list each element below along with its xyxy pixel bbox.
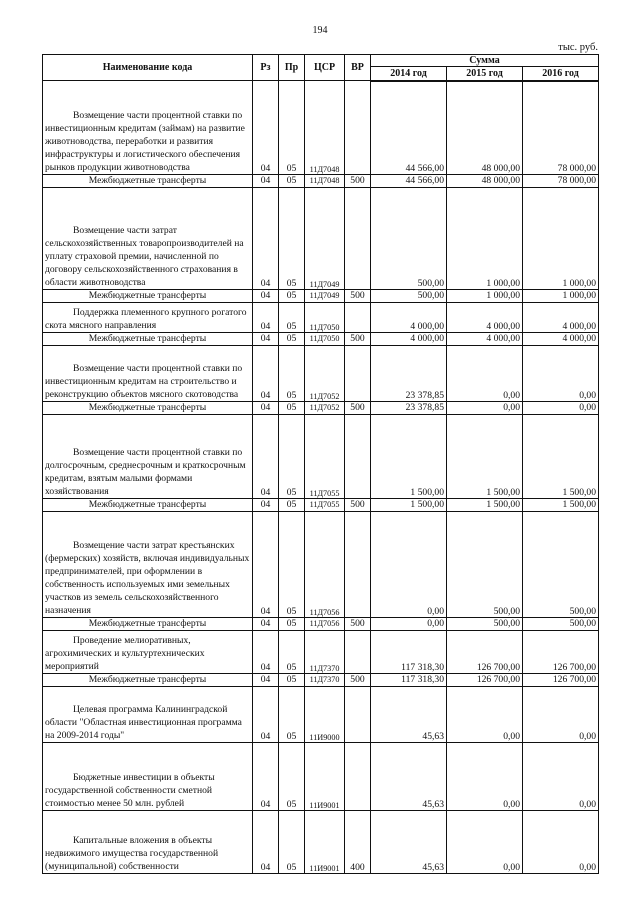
cell-pr: 05	[279, 402, 305, 415]
cell-amount-2016: 78 000,00	[523, 81, 599, 175]
table-body	[43, 81, 599, 874]
cell-vr: 500	[345, 333, 371, 346]
cell-amount-2016: 0,00	[523, 811, 599, 874]
cell-pr: 05	[279, 175, 305, 188]
cell-amount-2015: 500,00	[447, 618, 523, 631]
cell-csr: 11Д7052	[305, 346, 345, 402]
cell-rz: 04	[253, 415, 279, 499]
cell-amount-2014: 0,00	[371, 618, 447, 631]
table-row	[43, 188, 599, 290]
table-row-transfer	[43, 333, 599, 346]
cell-amount-2015: 0,00	[447, 402, 523, 415]
cell-rz: 04	[253, 81, 279, 175]
cell-pr: 05	[279, 631, 305, 674]
table-row	[43, 743, 599, 811]
cell-name: Возмещение части процентной ставки по инвестиционным кредитам (займам) на развитие животноводства, переработки и развития инфраструктуры и логистического обеспечения рынков продукции животноводства	[43, 81, 253, 175]
cell-amount-2015: 1 500,00	[447, 415, 523, 499]
header-csr: ЦСР	[305, 55, 345, 81]
cell-pr: 05	[279, 811, 305, 874]
cell-amount-2014: 500,00	[371, 290, 447, 303]
cell-vr	[345, 188, 371, 290]
cell-name: Целевая программа Калининградской области "Областная инвестиционная программа на 2009-2014 годы"	[43, 687, 253, 743]
cell-amount-2015: 0,00	[447, 346, 523, 402]
header-year-2014: 2014 год	[371, 67, 447, 81]
cell-name: Межбюджетные трансферты	[43, 402, 253, 415]
cell-rz: 04	[253, 811, 279, 874]
cell-amount-2014: 1 500,00	[371, 415, 447, 499]
cell-amount-2014: 44 566,00	[371, 175, 447, 188]
cell-rz: 04	[253, 499, 279, 512]
cell-csr: 11Д7370	[305, 631, 345, 674]
cell-vr: 500	[345, 499, 371, 512]
cell-name: Межбюджетные трансферты	[43, 618, 253, 631]
cell-name: Межбюджетные трансферты	[43, 290, 253, 303]
header-sum: Сумма	[371, 55, 599, 67]
cell-amount-2014: 1 500,00	[371, 499, 447, 512]
cell-amount-2015: 1 000,00	[447, 188, 523, 290]
cell-amount-2016: 1 000,00	[523, 188, 599, 290]
cell-vr: 500	[345, 674, 371, 687]
header-name: Наименование кода	[43, 55, 253, 81]
table-row-transfer	[43, 618, 599, 631]
cell-amount-2014: 117 318,30	[371, 631, 447, 674]
cell-pr: 05	[279, 499, 305, 512]
table-row	[43, 303, 599, 333]
cell-amount-2014: 4 000,00	[371, 303, 447, 333]
cell-pr: 05	[279, 303, 305, 333]
cell-amount-2015: 500,00	[447, 512, 523, 618]
table-row-transfer	[43, 674, 599, 687]
cell-pr: 05	[279, 687, 305, 743]
cell-pr: 05	[279, 188, 305, 290]
table-row	[43, 811, 599, 874]
cell-name: Возмещение части затрат крестьянских (фермерских) хозяйств, включая индивидуальных предпринимателей, при оформлении в собственность используемых ими земельных участков из земель сельскохозяйственного назначения	[43, 512, 253, 618]
cell-name: Бюджетные инвестиции в объекты государственной собственности сметной стоимостью менее 50 млн. рублей	[43, 743, 253, 811]
cell-name: Межбюджетные трансферты	[43, 499, 253, 512]
cell-vr: 500	[345, 402, 371, 415]
cell-amount-2016: 126 700,00	[523, 631, 599, 674]
cell-rz: 04	[253, 188, 279, 290]
cell-amount-2014: 45,63	[371, 743, 447, 811]
cell-name: Межбюджетные трансферты	[43, 674, 253, 687]
cell-amount-2016: 500,00	[523, 618, 599, 631]
table-row-transfer	[43, 402, 599, 415]
cell-name: Возмещение части процентной ставки по инвестиционным кредитам на строительство и реконструкцию объектов мясного скотоводства	[43, 346, 253, 402]
cell-vr	[345, 743, 371, 811]
units-label: тыс. руб.	[558, 42, 598, 53]
cell-rz: 04	[253, 618, 279, 631]
cell-pr: 05	[279, 415, 305, 499]
cell-amount-2014: 44 566,00	[371, 81, 447, 175]
cell-csr: 11Д7049	[305, 188, 345, 290]
cell-amount-2016: 78 000,00	[523, 175, 599, 188]
cell-vr	[345, 303, 371, 333]
table-row	[43, 631, 599, 674]
cell-amount-2015: 4 000,00	[447, 303, 523, 333]
cell-amount-2015: 126 700,00	[447, 631, 523, 674]
table-row-transfer	[43, 290, 599, 303]
cell-amount-2014: 500,00	[371, 188, 447, 290]
cell-name: Межбюджетные трансферты	[43, 333, 253, 346]
cell-csr: 11И9001	[305, 743, 345, 811]
table-row	[43, 346, 599, 402]
cell-amount-2015: 4 000,00	[447, 333, 523, 346]
cell-vr	[345, 512, 371, 618]
header-year-2016: 2016 год	[523, 67, 599, 81]
cell-vr	[345, 631, 371, 674]
cell-csr: 11Д7055	[305, 415, 345, 499]
cell-name: Возмещение части затрат сельскохозяйственных товаропроизводителей на уплату страховой премии, начисленной по договору сельскохозяйственного страхования в области животноводства	[43, 188, 253, 290]
cell-amount-2016: 1 500,00	[523, 499, 599, 512]
cell-csr: 11Д7050	[305, 333, 345, 346]
cell-amount-2014: 45,63	[371, 811, 447, 874]
cell-rz: 04	[253, 743, 279, 811]
cell-amount-2014: 23 378,85	[371, 402, 447, 415]
cell-csr: 11Д7048	[305, 81, 345, 175]
cell-amount-2016: 4 000,00	[523, 333, 599, 346]
cell-vr	[345, 687, 371, 743]
cell-rz: 04	[253, 175, 279, 188]
cell-amount-2014: 0,00	[371, 512, 447, 618]
cell-amount-2016: 4 000,00	[523, 303, 599, 333]
cell-name: Капитальные вложения в объекты недвижимого имущества государственной (муниципальной) собственности	[43, 811, 253, 874]
cell-rz: 04	[253, 631, 279, 674]
cell-rz: 04	[253, 402, 279, 415]
cell-amount-2016: 1 500,00	[523, 415, 599, 499]
cell-pr: 05	[279, 333, 305, 346]
cell-amount-2015: 0,00	[447, 743, 523, 811]
cell-amount-2015: 48 000,00	[447, 175, 523, 188]
cell-csr: 11Д7048	[305, 175, 345, 188]
cell-pr: 05	[279, 81, 305, 175]
header-rz: Рз	[253, 55, 279, 81]
cell-amount-2015: 1 500,00	[447, 499, 523, 512]
budget-table	[42, 54, 599, 874]
page-number: 194	[312, 25, 328, 36]
cell-amount-2015: 1 000,00	[447, 290, 523, 303]
cell-pr: 05	[279, 618, 305, 631]
table-row-transfer	[43, 499, 599, 512]
cell-vr	[345, 81, 371, 175]
cell-rz: 04	[253, 512, 279, 618]
cell-amount-2014: 23 378,85	[371, 346, 447, 402]
header-pr: Пр	[279, 55, 305, 81]
cell-pr: 05	[279, 512, 305, 618]
cell-csr: 11И9001	[305, 811, 345, 874]
cell-pr: 05	[279, 346, 305, 402]
cell-pr: 05	[279, 743, 305, 811]
cell-name: Поддержка племенного крупного рогатого скота мясного направления	[43, 303, 253, 333]
cell-amount-2015: 0,00	[447, 687, 523, 743]
cell-name: Возмещение части процентной ставки по долгосрочным, среднесрочным и краткосрочным кредитам, взятым малыми формами хозяйствования	[43, 415, 253, 499]
cell-csr: 11Д7056	[305, 512, 345, 618]
cell-csr: 11Д7050	[305, 303, 345, 333]
cell-vr	[345, 415, 371, 499]
cell-amount-2015: 126 700,00	[447, 674, 523, 687]
header-vr: ВР	[345, 55, 371, 81]
table-row-transfer	[43, 175, 599, 188]
cell-vr: 500	[345, 290, 371, 303]
cell-csr: 11Д7056	[305, 618, 345, 631]
cell-rz: 04	[253, 333, 279, 346]
header-year-2015: 2015 год	[447, 67, 523, 81]
cell-rz: 04	[253, 303, 279, 333]
cell-csr: 11И9000	[305, 687, 345, 743]
cell-vr	[345, 346, 371, 402]
cell-vr: 500	[345, 175, 371, 188]
cell-vr: 400	[345, 811, 371, 874]
cell-amount-2014: 117 318,30	[371, 674, 447, 687]
cell-amount-2016: 500,00	[523, 512, 599, 618]
cell-vr: 500	[345, 618, 371, 631]
cell-amount-2014: 4 000,00	[371, 333, 447, 346]
cell-name: Межбюджетные трансферты	[43, 175, 253, 188]
cell-amount-2016: 0,00	[523, 402, 599, 415]
cell-pr: 05	[279, 674, 305, 687]
cell-csr: 11Д7055	[305, 499, 345, 512]
table-row	[43, 512, 599, 618]
cell-amount-2016: 1 000,00	[523, 290, 599, 303]
cell-rz: 04	[253, 674, 279, 687]
cell-amount-2016: 0,00	[523, 687, 599, 743]
table-row	[43, 81, 599, 175]
cell-rz: 04	[253, 290, 279, 303]
cell-csr: 11Д7049	[305, 290, 345, 303]
cell-csr: 11Д7052	[305, 402, 345, 415]
cell-amount-2015: 48 000,00	[447, 81, 523, 175]
cell-amount-2014: 45,63	[371, 687, 447, 743]
cell-amount-2016: 0,00	[523, 346, 599, 402]
table-row	[43, 687, 599, 743]
table-row	[43, 415, 599, 499]
cell-csr: 11Д7370	[305, 674, 345, 687]
cell-rz: 04	[253, 687, 279, 743]
cell-pr: 05	[279, 290, 305, 303]
cell-amount-2016: 0,00	[523, 743, 599, 811]
cell-amount-2016: 126 700,00	[523, 674, 599, 687]
cell-name: Проведение мелиоративных, агрохимических и культуртехнических мероприятий	[43, 631, 253, 674]
cell-rz: 04	[253, 346, 279, 402]
cell-amount-2015: 0,00	[447, 811, 523, 874]
